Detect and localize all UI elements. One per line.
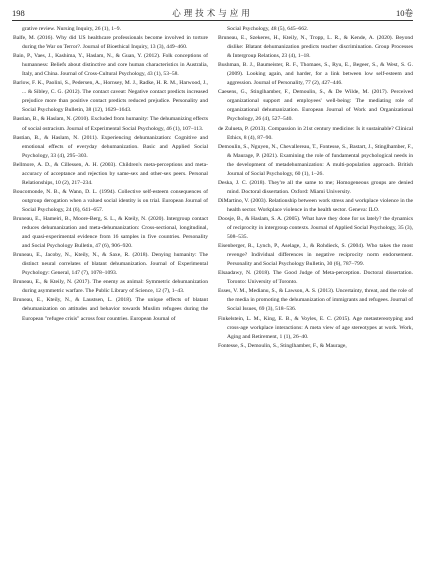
reference-column-left (13, 25, 208, 570)
reference-entry: Bruneau, E., Kteily, N., & Laustsen, L. (2018). The unique effects of blatant dehumanization on attitudes and behavior towards Muslim refugees during the European "refugee crisis" across four countries. European Journal of (13, 297, 208, 322)
reference-entry: Barlow, F. K., Paolini, S., Pedersen, A., Hornsey, M. J., Radke, H. R. M., Harwood, J., ... & Sibley, C. G. (2012). The contact caveat: Negative contact predicts increased prejudice more than positive contact predicts reduced prejudice. Personality and Social Psychology Bulletin, 38 (12), 1629–1643. (13, 80, 208, 114)
reference-entry: Esses, V. M., Medianu, S., & Lawson, A. S. (2013). Uncertainty, threat, and the role of the media in promoting the dehumanization of immigrants and refugees. Journal of Social Issues, 69 (3), 518–536. (218, 288, 413, 313)
reference-entry: Bruneau, E., Szekeres, H., Kteily, N., Tropp, L. R., & Kende, A. (2020). Beyond dislike: Blatant dehumanization predicts teacher discrimination. Group Processes & Intergroup Relations, 23 (4), 1–18. (218, 35, 413, 60)
reference-entry: Doosje, B., & Haslam, S. A. (2005). What have they done for us lately? the dynamics of reciprocity in intergroup contexts. Journal of Applied Social Psychology, 35 (3), 508–535. (218, 215, 413, 241)
reference-entry: Bruneau, E., Hameiri, B., Moore-Berg, S. L., & Kteily, N. (2020). Intergroup contact reduces dehumanization and meta-dehumanization: Cross-sectional, longitudinal, and quasi-experimental evidence from 16 samples in five countries. Personality and Social Psychology Bulletin, 47 (6), 906–920. (13, 215, 208, 250)
reference-entry: Demoulin, S., Nguyen, N., Chevallereau, T., Fontesse, S., Bastart, J., Stinglhamber, F., & Maurage, P. (2021). Examining the role of fundamental psychological needs in the development of metadehumanization: A multi-population approach. British Journal of Social Psychology, 60 (1), 1–26. (218, 143, 413, 177)
reference-entry: Eisenberger, R., Lynch, P., Aselage, J., & Rohdieck, S. (2004). Who takes the most revenge? Individual differences in negative reciprocity norm endorsement. Personality and Social Psychology Bulletin, 30 (6), 787–799. (218, 243, 413, 268)
reference-continuation: Social Psychology, 48 (5), 645–662. (227, 26, 309, 32)
volume-label: 10卷 (395, 8, 413, 18)
reference-continuation: grative review. Nursing Inquiry, 26 (1), 1–9. (22, 26, 122, 32)
reference-entry: Bruneau, E., Jacoby, N., Kteily, N., & Saxe, R. (2018). Denying humanity: The distinct neural correlates of blatant dehumanization. Journal of Experimental Psychology: General, 147 (7), 1078–1093. (13, 252, 208, 277)
reference-entry: Deska, J. C. (2018). They're all the same to me; Homogeneous groups are denied mind. Doctoral dissertation. Oxford: Miami University. (218, 179, 413, 195)
reference-entry: Bastian, B., & Haslam, N. (2010). Excluded from humanity: The dehumanizing effects of social ostracism. Journal of Experimental Social Psychology, 46 (1), 107–113. (13, 116, 208, 132)
page-number: 198 (12, 8, 25, 18)
reference-entry: DiMartino, V. (2003). Relationship between work stress and workplace violence in the health sector. Workplace violence in the health sector. Geneva: ILO. (218, 197, 413, 213)
reference-entry: de Zulueta, P. (2013). Compassion in 21st century medicine: Is it sustainable? Clinical Ethics, 8 (4), 87–90. (218, 125, 413, 141)
running-header (12, 6, 413, 20)
reference-entry: Elsaadawy, N. (2018). The Good Judge of Meta-perception. Doctoral dissertation. Toronto: University of Toronto. (218, 270, 413, 286)
reference-entry: Bushman, B. J., Baumeister, R. F., Thomaes, S., Ryu, E., Begeer, S., & West, S. G. (2009). Looking again, and harder, for a link between low self-esteem and aggression. Journal of Personality, 77 (2), 427–446. (218, 62, 413, 87)
reference-entry: Bruneau, E., & Kteily, N. (2017). The enemy as animal: Symmetric dehumanization during asymmetric warfare. The Public Library of Science, 12 (7), 1–43. (13, 279, 208, 295)
reference-entry: Bellmore, A. D., & Cillessen, A. H. (2003). Children's meta-perceptions and meta-accuracy of acceptance and rejection by same-sex and other-sex peers. Personal Relationships, 10 (2), 217–234. (13, 161, 208, 186)
reference-entry: Fontesse, S., Demoulin, S., Stinglhamber, F., & Maurage, (218, 342, 347, 349)
reference-entry: Bastian, B., & Haslam, N. (2011). Experiencing dehumanization: Cognitive and emotional effects of everyday dehumanization. Basic and Applied Social Psychology, 33 (4), 295–303. (13, 134, 208, 159)
reference-entry: Bain, P., Vaes, J., Kashima, Y., Haslam, N., & Guan, Y. (2012). Folk conceptions of humanness: Beliefs about distinctive and core human characteristics in Australia, Italy, and China. Journal of Cross-Cultural Psychology, 43 (1), 53–58. (13, 53, 208, 78)
reference-entry: Finkelstein, L. M., King, E. B., & Voyles, E. C. (2015). Age metastereotyping and cross-age workplace interactions: A meta view of age stereotypes at work. Work, Aging and Retirement, 1 (1), 26–40. (218, 315, 413, 340)
journal-title: 心理技术与应用 (172, 8, 253, 18)
reference-entry: Balfe, M. (2016). Why did US healthcare professionals become involved in torture during the War on Terror?. Journal of Bioethical Inquiry, 13 (3), 449–460. (13, 35, 208, 51)
reference-column-right (218, 25, 413, 570)
reference-entry: Caesens, G., Stinglhamber, F., Demoulin, S., & De Wilde, M. (2017). Perceived organizational support and employees' well-being: The mediating role of organizational dehumanization. European Journal of Work and Organizational Psychology, 26 (4), 527–540. (218, 89, 413, 123)
header-rule (12, 20, 413, 21)
reference-entry: Boucomonde, N. B., & Wann, D. L. (1994). Collective self-esteem consequences of outgroup derogation when a valued social identity is on trial. European Journal of Social Psychology, 24 (6), 641–657. (13, 188, 208, 213)
